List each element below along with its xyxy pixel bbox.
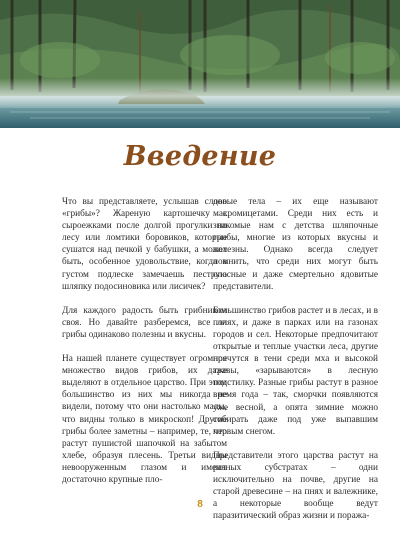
forest-lake-photo bbox=[0, 0, 400, 128]
paragraph: Большинство грибов растет и в лесах, и в полях, и даже в парках или на газонах городов и сел. Некоторые предпочитают открытые и теплые участки леса, другие прячутся в тени среди мха и высокой травы, «зарываются» в лесную подстилку. Разные грибы растут в разное время года – так, сморчки появляются уже весной, а опята зимние можно собирать даже под уже выпавшим первым снегом. bbox=[213, 305, 378, 437]
text-column-right bbox=[213, 196, 378, 534]
paragraph: На нашей планете существует огромное множество видов грибов, их даже выделяют в отдельное царство. При этом большинство из них мы никогда не видели, потому что они настолько малы, что видны только в микроскоп! Другие грибы более заметны – например, те, что растут пушистой шапочкой на забытом хлебе, образуя плесень. Третьи видны невооруженным глазом и имеют достаточно крупные пло- bbox=[62, 354, 227, 485]
page-title: Введение bbox=[123, 141, 277, 172]
text-column-left bbox=[62, 196, 227, 498]
page-number: 8 bbox=[197, 499, 203, 510]
paragraph: Для каждого радость быть грибником своя. Но давайте разберемся, все ли грибы одинаково полезны и вкусны. bbox=[62, 305, 227, 340]
paragraph: довые тела – их еще называют макромицетами. Среди них есть и знакомые нам с детства шляпочные грибы, многие из которых вкусны и полезны. Однако всегда следует помнить, что среди них могут быть опасные и даже смертельно ядовитые представители. bbox=[213, 197, 378, 292]
paragraph: Представители этого царства растут на разных субстратах – одни исключительно на почве, другие на старой древесине – на пнях и валежнике, а некоторые вообще ведут паразитический образ жизни и поража- bbox=[213, 450, 378, 522]
paragraph: Что вы представляете, услышав слово «грибы»? Жареную картошечку с сыроежками после долгой прогулки по лесу или ломтики боровиков, которые сушатся над печкой у бабушки, а может быть, особенное удовольствие, когда в густом подлеске замечаешь пеструю шляпку подосиновика или лисичек? bbox=[62, 197, 227, 292]
forest-lake-illustration bbox=[0, 0, 400, 128]
